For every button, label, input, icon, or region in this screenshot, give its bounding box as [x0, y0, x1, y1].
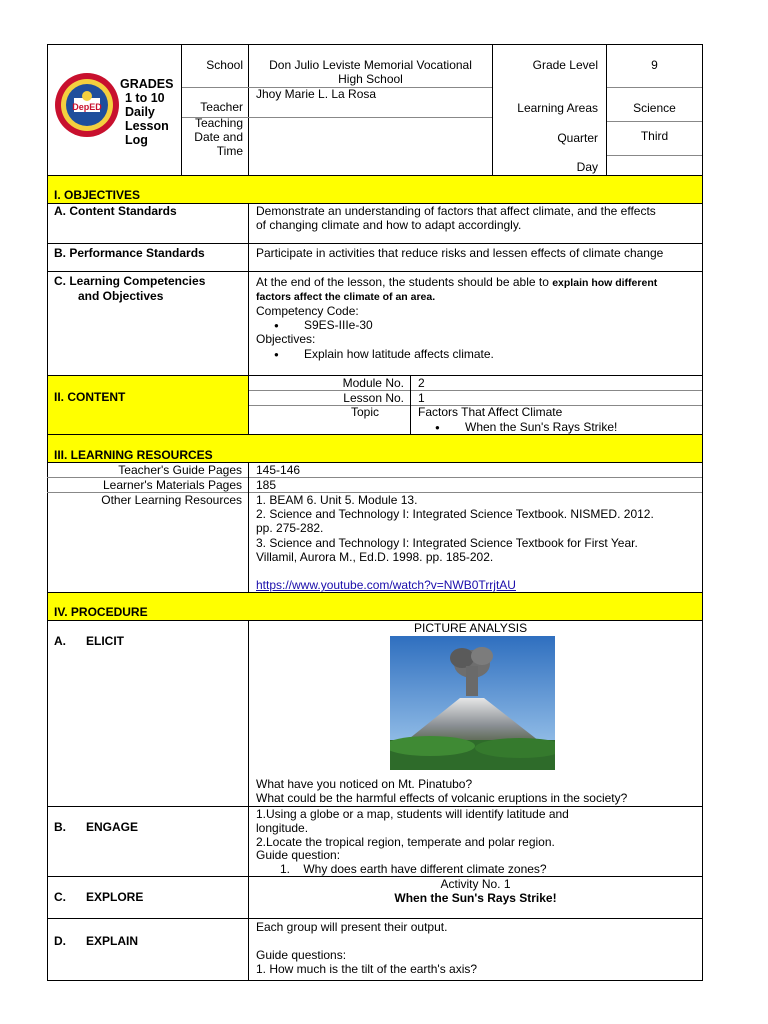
engage-question: 1. Why does earth have different climate zones? [280, 862, 547, 876]
quarter-label: Quarter [557, 131, 598, 145]
explain-line-3: Guide questions: [256, 948, 347, 962]
topic-sub: ● When the Sun's Rays Strike! [465, 420, 617, 435]
school-label: School [206, 58, 243, 72]
day-label: Day [576, 160, 598, 174]
tg-label: Teacher's Guide Pages [118, 463, 242, 477]
other-line-4: 3. Science and Technology I: Integrated Science Textbook for First Year. [256, 536, 638, 550]
other-line-1: 1. BEAM 6. Unit 5. Module 13. [256, 493, 418, 507]
competencies-intro: At the end of the lesson, the students should be able to explain how different [256, 275, 658, 289]
module-value: 2 [418, 376, 425, 390]
grades-line-3: Lesson [125, 119, 169, 133]
engage-line-2: longitude. [256, 821, 309, 835]
grades-line-1: 1 to 10 [125, 91, 165, 105]
competencies-intro-2: factors affect the climate of an area. [256, 291, 436, 303]
content-standards-line-1: Demonstrate an understanding of factors that affect climate, and the effects [256, 204, 656, 218]
competency-code-label: Competency Code: [256, 304, 359, 318]
explore-activity: Activity No. 1 [440, 877, 511, 891]
datetime-label-1: Teaching [194, 116, 243, 130]
elicit-question-2: What could be the harmful effects of volcanic eruptions in the society? [256, 791, 628, 805]
engage-line-3: 2.Locate the tropical region, temperate and polar region. [256, 835, 555, 849]
content-heading: II. CONTENT [54, 390, 126, 404]
content-standards-line-2: of changing climate and how to adapt accordingly. [256, 218, 522, 232]
content-standards-label: A. Content Standards [54, 204, 177, 218]
engage-label: B. ENGAGE [54, 820, 139, 834]
datetime-label-3: Time [216, 144, 243, 158]
lm-label: Learner's Materials Pages [102, 478, 242, 492]
teacher-value: Jhoy Marie L. La Rosa [256, 87, 377, 101]
procedure-heading: IV. PROCEDURE [54, 605, 148, 619]
competency-code: ● S9ES-IIIe-30 [304, 318, 373, 333]
explain-line-1: Each group will present their output. [256, 920, 448, 934]
grades-title: GRADES [120, 77, 174, 91]
explore-label: C. EXPLORE [54, 890, 144, 904]
engage-line-4: Guide question: [256, 848, 341, 862]
youtube-link[interactable]: https://www.youtube.com/watch?v=NWB0TrrjtAU [256, 578, 516, 592]
objective-item: ● Explain how latitude affects climate. [304, 347, 494, 362]
objectives-band [48, 176, 702, 203]
module-label: Module No. [342, 376, 404, 390]
competencies-label-2: and Objectives [78, 289, 164, 303]
objectives-heading: I. OBJECTIVES [54, 188, 141, 202]
grades-line-2: Daily [125, 105, 155, 119]
learning-areas-value: Science [633, 101, 676, 115]
explore-title: When the Sun's Rays Strike! [394, 891, 557, 905]
engage-line-1: 1.Using a globe or a map, students will identify latitude and [256, 807, 569, 821]
volcano-image [390, 636, 555, 770]
lm-value: 185 [256, 478, 277, 492]
performance-standards-label: B. Performance Standards [54, 246, 205, 260]
elicit-question-1: What have you noticed on Mt. Pinatubo? [256, 777, 473, 791]
content-band [48, 376, 248, 434]
svg-text:DepED: DepED [72, 102, 102, 112]
topic-label: Topic [350, 405, 379, 419]
explain-line-4: 1. How much is the tilt of the earth's axis? [256, 962, 478, 976]
objectives-label: Objectives: [256, 332, 316, 346]
competencies-label-1: C. Learning Competencies [54, 274, 206, 288]
school-value-1: Don Julio Leviste Memorial Vocational [269, 58, 472, 72]
lesson-label: Lesson No. [343, 391, 404, 405]
datetime-label-2: Date and [194, 130, 243, 144]
elicit-label: A. ELICIT [54, 634, 125, 648]
topic-value: Factors That Affect Climate [418, 405, 563, 419]
other-line-5: Villamil, Aurora M., Ed.D. 1998. pp. 185-202. [256, 550, 494, 564]
grade-level-label: Grade Level [532, 58, 598, 72]
performance-standards-value: Participate in activities that reduce risks and lessen effects of climate change [256, 246, 664, 260]
other-label: Other Learning Resources [101, 493, 242, 507]
tg-value: 145-146 [256, 463, 301, 477]
grade-level-value: 9 [651, 58, 658, 72]
deped-seal [54, 72, 120, 138]
school-value-2: High School [338, 72, 403, 86]
learning-areas-label: Learning Areas [517, 101, 598, 115]
other-line-2: 2. Science and Technology I: Integrated Science Textbook. NISMED. 2012. [256, 507, 654, 521]
teacher-label: Teacher [200, 100, 243, 114]
quarter-value: Third [640, 129, 669, 143]
lesson-value: 1 [418, 391, 425, 405]
resources-heading: III. LEARNING RESOURCES [54, 448, 213, 462]
grades-line-4: Log [125, 133, 148, 147]
other-line-3: pp. 275-282. [256, 521, 324, 535]
explain-label: D. EXPLAIN [54, 934, 139, 948]
elicit-title: PICTURE ANALYSIS [414, 621, 528, 635]
